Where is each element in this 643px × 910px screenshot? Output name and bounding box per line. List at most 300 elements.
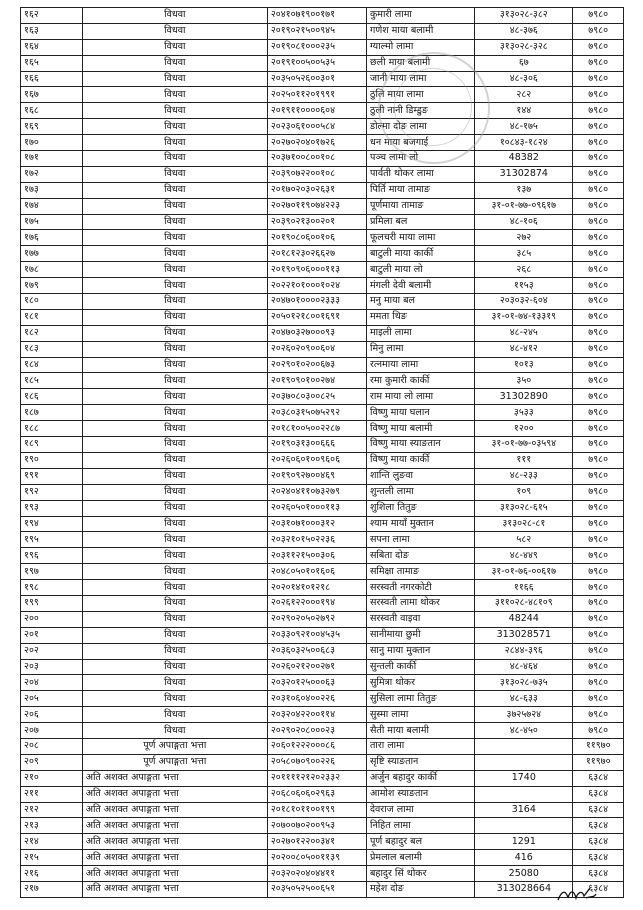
serial-number-cell: २०६ [21,707,83,723]
amount-cell: ६३८४ [573,850,624,866]
serial-number-cell: २११ [21,786,83,802]
beneficiary-name-cell: माइली लामा [366,325,474,341]
serial-number-cell: १८३ [21,341,83,357]
amount-cell: ७९८० [573,452,624,468]
beneficiary-name-cell: रत्नमाया लामा [366,357,474,373]
citizenship-number-cell: ५८२ [475,532,573,548]
serial-number-cell: २१३ [21,818,83,834]
serial-number-cell: १९७ [21,564,83,580]
amount-cell: ७९८० [573,357,624,373]
beneficiary-id-cell: २०३११२१५००३०६ [267,548,366,564]
amount-cell: ७९८० [573,214,624,230]
allowance-type-cell: विधवा [82,723,267,739]
citizenship-number-cell [475,818,573,834]
allowance-type-cell: विधवा [82,707,267,723]
table-row [21,452,624,468]
beneficiary-name-cell: डोल्मा दोङ लामा [366,119,474,135]
amount-cell: ७९८० [573,309,624,325]
beneficiary-id-cell: २०६०१२२२०००८६ [267,738,366,754]
citizenship-number-cell: ३५३३ [475,405,573,421]
allowance-type-cell: विधवा [82,325,267,341]
amount-cell: ७९८० [573,484,624,500]
table-row [21,786,624,802]
table-row [21,580,624,596]
beneficiary-id-cell: २०३७१००८००१०८ [267,151,366,167]
beneficiary-id-cell: २०२९०२०५०२७९२ [267,611,366,627]
allowance-type-cell: विधवा [82,246,267,262]
serial-number-cell: १६४ [21,39,83,55]
allowance-type-cell: विधवा [82,341,267,357]
allowance-type-cell: विधवा [82,71,267,87]
amount-cell: ७९८० [573,691,624,707]
beneficiary-id-cell: २०४७०३२७०००९३ [267,325,366,341]
beneficiary-id-cell: २०६८०६०६०२९६३ [267,786,366,802]
table-row [21,850,624,866]
beneficiary-id-cell: २०१९११००००६०४ [267,103,366,119]
serial-number-cell: १९९ [21,595,83,611]
beneficiary-name-cell: सुसिला लामा तितुङ [366,691,474,707]
beneficiary-name-cell: महेश दोङ [366,881,474,897]
allowance-type-cell: अति अशक्त अपाङ्गता भत्ता [82,818,267,834]
serial-number-cell: २०३ [21,659,83,675]
table-row [21,8,624,24]
signature-mark [556,884,598,906]
serial-number-cell: २१० [21,770,83,786]
allowance-type-cell: विधवा [82,627,267,643]
amount-cell: ७९८० [573,325,624,341]
beneficiary-name-cell: ममता थिङ [366,309,474,325]
table-row [21,278,624,294]
amount-cell: ६३८४ [573,834,624,850]
beneficiary-id-cell: २०१९०९०६०००११३ [267,262,366,278]
citizenship-number-cell: १०९ [475,484,573,500]
beneficiary-name-cell: सरस्वती लामा थोकर [366,595,474,611]
citizenship-number-cell: 416 [475,850,573,866]
beneficiary-id-cell: २०१९०९२७००४६९ [267,468,366,484]
citizenship-number-cell: २८४४-३९६ [475,643,573,659]
amount-cell: ७९८० [573,580,624,596]
citizenship-number-cell: ४८-४५० [475,723,573,739]
table-row [21,548,624,564]
citizenship-number-cell: ३१-०१-७७-०९६१७ [475,198,573,214]
citizenship-number-cell: ४८-४४९ [475,548,573,564]
beneficiary-id-cell: २०११११२१२०२३३२ [267,770,366,786]
beneficiary-name-cell: मंगली देवी बलामी [366,278,474,294]
allowance-type-cell: विधवा [82,405,267,421]
beneficiary-name-cell: समिक्षा तामाङ [366,564,474,580]
serial-number-cell: १८९ [21,437,83,453]
table-row [21,564,624,580]
beneficiary-table-body [21,8,624,898]
table-row [21,71,624,87]
beneficiary-name-cell: रमा कुमारी कार्की [366,373,474,389]
allowance-type-cell: विधवा [82,484,267,500]
table-row [21,532,624,548]
allowance-type-cell: विधवा [82,675,267,691]
amount-cell: ७९८० [573,468,624,484]
beneficiary-id-cell: २०२९०२०८०००२३ [267,723,366,739]
beneficiary-name-cell: छली माया बलामी [366,55,474,71]
amount-cell: ७९८० [573,532,624,548]
beneficiary-name-cell: पार्वती थोकर लामा [366,166,474,182]
beneficiary-name-cell: ठुलि माया लामा [366,87,474,103]
citizenship-number-cell: ४८-४६४ [475,659,573,675]
serial-number-cell: २०९ [21,754,83,770]
citizenship-number-cell: 1291 [475,834,573,850]
beneficiary-id-cell: २०१९०८०६००१०६ [267,230,366,246]
table-row [21,135,624,151]
allowance-type-cell: विधवा [82,500,267,516]
amount-cell: ६३८४ [573,786,624,802]
allowance-type-cell: विधवा [82,23,267,39]
citizenship-number-cell: ३१३०२८-८१ [475,516,573,532]
citizenship-number-cell: ४८-६३३ [475,691,573,707]
amount-cell: ७९८० [573,103,624,119]
citizenship-number-cell: 25080 [475,866,573,882]
amount-cell: ७९८० [573,548,624,564]
citizenship-number-cell [475,786,573,802]
beneficiary-id-cell: २०३५०५२६००३०१ [267,71,366,87]
beneficiary-name-cell: पिर्ति माया तामाङ [366,182,474,198]
citizenship-number-cell: २०३०३२-६०४ [475,294,573,310]
beneficiary-name-cell: श्याम मायाँ मुक्तान [366,516,474,532]
beneficiary-name-cell: विष्णु माया कार्की [366,452,474,468]
table-row [21,87,624,103]
table-row [21,595,624,611]
table-row [21,738,624,754]
allowance-type-cell: अति अशक्त अपाङ्गता भत्ता [82,802,267,818]
allowance-type-cell: विधवा [82,135,267,151]
beneficiary-id-cell: २०३३०९२१००४५३५ [267,627,366,643]
serial-number-cell: १६५ [21,55,83,71]
citizenship-number-cell: ३१३०२८-३२८ [475,39,573,55]
beneficiary-id-cell: २०२४०४११०७३२७९ [267,484,366,500]
amount-cell: ७९८० [573,389,624,405]
table-row [21,627,624,643]
serial-number-cell: १९२ [21,484,83,500]
serial-number-cell: १६२ [21,8,83,24]
beneficiary-table-container [20,7,624,898]
table-row [21,357,624,373]
amount-cell: ७९८० [573,87,624,103]
allowance-type-cell: विधवा [82,643,267,659]
amount-cell: ७९८० [573,71,624,87]
allowance-type-cell: विधवा [82,230,267,246]
serial-number-cell: २०४ [21,675,83,691]
allowance-type-cell: विधवा [82,532,267,548]
serial-number-cell: १९३ [21,500,83,516]
table-row [21,166,624,182]
table-row [21,866,624,882]
allowance-type-cell: विधवा [82,119,267,135]
beneficiary-name-cell: गणेश माया बलामी [366,23,474,39]
serial-number-cell: १७१ [21,151,83,167]
amount-cell: ७९८० [573,119,624,135]
citizenship-number-cell: 48244 [475,611,573,627]
table-row [21,325,624,341]
beneficiary-name-cell: शुन्तली लामा [366,484,474,500]
beneficiary-id-cell: २०१९०३१३००६६६ [267,437,366,453]
serial-number-cell: १९० [21,452,83,468]
beneficiary-id-cell: २०३९०७२२००१०८ [267,166,366,182]
allowance-type-cell: विधवा [82,611,267,627]
table-row [21,230,624,246]
serial-number-cell: १८१ [21,309,83,325]
allowance-type-cell: विधवा [82,452,267,468]
serial-number-cell: १८२ [21,325,83,341]
beneficiary-name-cell: विष्णु माया स्याङतान [366,437,474,453]
table-row [21,421,624,437]
citizenship-number-cell [475,754,573,770]
allowance-type-cell: विधवा [82,691,267,707]
amount-cell: ६३८४ [573,802,624,818]
serial-number-cell: २०५ [21,691,83,707]
citizenship-number-cell: 3164 [475,802,573,818]
table-row [21,103,624,119]
beneficiary-id-cell: २०१७०२०३०२६३१ [267,182,366,198]
serial-number-cell: १९१ [21,468,83,484]
citizenship-number-cell: ३८५ [475,246,573,262]
serial-number-cell: २१७ [21,881,83,897]
allowance-type-cell: विधवा [82,564,267,580]
beneficiary-id-cell: २०२७०२०४०१७२६ [267,135,366,151]
table-row [21,262,624,278]
table-row [21,643,624,659]
citizenship-number-cell: 313028664 [475,881,573,897]
citizenship-number-cell: ११६६ [475,580,573,596]
allowance-type-cell: पूर्ण अपाङ्गता भत्ता [82,754,267,770]
amount-cell: ७९८० [573,516,624,532]
serial-number-cell: १६६ [21,71,83,87]
beneficiary-name-cell: सपना लामा [366,532,474,548]
serial-number-cell: १६९ [21,119,83,135]
allowance-type-cell: विधवा [82,516,267,532]
table-row [21,405,624,421]
citizenship-number-cell: ४८-१०६ [475,214,573,230]
beneficiary-id-cell: २०३९०२१३००२०१ [267,214,366,230]
serial-number-cell: १७४ [21,198,83,214]
serial-number-cell: २०१ [21,627,83,643]
beneficiary-name-cell: सानीमाया छुमी [366,627,474,643]
beneficiary-id-cell: २०३२०४२२००११४ [267,707,366,723]
citizenship-number-cell: १२०० [475,421,573,437]
beneficiary-name-cell: आमोश स्याङतान [366,786,474,802]
amount-cell: ६३८४ [573,818,624,834]
table-row [21,754,624,770]
table-row [21,834,624,850]
allowance-type-cell: विधवा [82,548,267,564]
allowance-type-cell: अति अशक्त अपाङ्गता भत्ता [82,834,267,850]
allowance-type-cell: विधवा [82,262,267,278]
beneficiary-id-cell: २०४८०५०१०१६०६ [267,564,366,580]
allowance-type-cell: विधवा [82,468,267,484]
beneficiary-name-cell: बाटुली माया लो [366,262,474,278]
table-row [21,770,624,786]
serial-number-cell: २१६ [21,866,83,882]
citizenship-number-cell: ३१-०१-७६-००६१७ [475,564,573,580]
citizenship-number-cell: १३७ [475,182,573,198]
beneficiary-id-cell: २०४७०१००००२३३३ [267,294,366,310]
beneficiary-name-cell: पूर्णमाया तामाङ [366,198,474,214]
allowance-type-cell: विधवा [82,198,267,214]
beneficiary-name-cell: प्रमिला बल [366,214,474,230]
allowance-type-cell: विधवा [82,659,267,675]
serial-number-cell: २१५ [21,850,83,866]
citizenship-number-cell: ४८-२४५ [475,325,573,341]
allowance-type-cell: विधवा [82,55,267,71]
amount-cell: ७९८० [573,246,624,262]
beneficiary-name-cell: बाटुली माया कार्की [366,246,474,262]
beneficiary-id-cell: २०१९०२१५००९४५ [267,23,366,39]
beneficiary-id-cell: २०७००७०२००९५३ [267,818,366,834]
beneficiary-id-cell: २०१९०९०१००२७४ [267,373,366,389]
beneficiary-id-cell: २०३१०७१०००३१२ [267,516,366,532]
serial-number-cell: १८७ [21,405,83,421]
citizenship-number-cell: 313028571 [475,627,573,643]
table-row [21,389,624,405]
serial-number-cell: १९४ [21,516,83,532]
amount-cell: ७९८० [573,23,624,39]
beneficiary-name-cell: विष्णु माया बलामी [366,421,474,437]
amount-cell: ७९८० [573,675,624,691]
beneficiary-id-cell: २०३७०८०३००८२५ [267,389,366,405]
beneficiary-name-cell: सरस्वती नगरकोटी [366,580,474,596]
allowance-type-cell: विधवा [82,294,267,310]
allowance-type-cell: अति अशक्त अपाङ्गता भत्ता [82,850,267,866]
amount-cell: ७९८० [573,564,624,580]
beneficiary-id-cell: २०२६०६०१००९६०६ [267,452,366,468]
beneficiary-name-cell: सृष्टि स्याङतान [366,754,474,770]
beneficiary-id-cell: २०३२०१२५०००६३ [267,675,366,691]
serial-number-cell: १८० [21,294,83,310]
citizenship-number-cell: १०१३ [475,357,573,373]
citizenship-number-cell: २८२ [475,87,573,103]
citizenship-number-cell: ३५० [475,373,573,389]
table-row [21,516,624,532]
amount-cell: ६३८४ [573,770,624,786]
amount-cell: ७९८० [573,707,624,723]
allowance-type-cell: विधवा [82,278,267,294]
table-row [21,611,624,627]
beneficiary-id-cell: २०१८१२३०२६६२७ [267,246,366,262]
table-row [21,484,624,500]
beneficiary-name-cell: कुमारी लामा [366,8,474,24]
beneficiary-id-cell: २०२९०१०२००६७३ [267,357,366,373]
beneficiary-name-cell: विष्णु माया घलान [366,405,474,421]
beneficiary-id-cell: २०३८०३१५०७५२९२ [267,405,366,421]
citizenship-number-cell: 31302874 [475,166,573,182]
beneficiary-table [20,7,624,898]
citizenship-number-cell: ३१-०१-७७-०३५९४ [475,437,573,453]
citizenship-number-cell: ३७२५७२४ [475,707,573,723]
table-row [21,468,624,484]
table-row [21,119,624,135]
citizenship-number-cell: ३१३०२८-६१५ [475,500,573,516]
table-row [21,500,624,516]
beneficiary-name-cell: देवराज लामा [366,802,474,818]
beneficiary-name-cell: राम माया लो लामा [366,389,474,405]
allowance-type-cell: विधवा [82,389,267,405]
allowance-type-cell: विधवा [82,421,267,437]
allowance-type-cell: विधवा [82,151,267,167]
amount-cell: ७९८० [573,39,624,55]
citizenship-number-cell: 1740 [475,770,573,786]
citizenship-number-cell: ४८-३७६ [475,23,573,39]
citizenship-number-cell: 48382 [475,151,573,167]
table-row [21,691,624,707]
beneficiary-id-cell: २०२००८०५००११३९ [267,850,366,866]
table-row [21,341,624,357]
beneficiary-id-cell: २०२६१२२०००१९४ [267,595,366,611]
citizenship-number-cell: ३१-०१-७४-१३३१९ [475,309,573,325]
table-row [21,151,624,167]
serial-number-cell: १७३ [21,182,83,198]
beneficiary-id-cell: २०२३०६१०००५८४ [267,119,366,135]
citizenship-number-cell: २७२ [475,230,573,246]
beneficiary-name-cell: प्रेमलाल बलामी [366,850,474,866]
beneficiary-id-cell: २०२७०११९०७४२२३ [267,198,366,214]
serial-number-cell: १६७ [21,87,83,103]
serial-number-cell: १७० [21,135,83,151]
serial-number-cell: १७५ [21,214,83,230]
amount-cell: ६३८४ [573,881,624,897]
amount-cell: ६३८४ [573,866,624,882]
serial-number-cell: २०७ [21,723,83,739]
allowance-type-cell: विधवा [82,595,267,611]
citizenship-number-cell: ४८-१७५ [475,119,573,135]
allowance-type-cell: अति अशक्त अपाङ्गता भत्ता [82,770,267,786]
serial-number-cell: २१२ [21,802,83,818]
beneficiary-id-cell: २०२६०२०९००६०४ [267,341,366,357]
allowance-type-cell: विधवा [82,8,267,24]
citizenship-number-cell: ४८-२३३ [475,468,573,484]
beneficiary-name-cell: मिनु लामा [366,341,474,357]
citizenship-number-cell: ४८-३०६ [475,71,573,87]
citizenship-number-cell: ४८-४१२ [475,341,573,357]
beneficiary-name-cell: मनु माया बल [366,294,474,310]
table-row [21,723,624,739]
table-row [21,182,624,198]
beneficiary-name-cell: फूलचरी माया लामा [366,230,474,246]
amount-cell: ७९८० [573,405,624,421]
beneficiary-id-cell: २०१८१००५००२२८७ [267,421,366,437]
beneficiary-name-cell: सानु माया मुक्तान [366,643,474,659]
beneficiary-name-cell: बहादुर सिं थोकर [366,866,474,882]
table-row [21,55,624,71]
amount-cell: ७९८० [573,723,624,739]
amount-cell: ११९७० [573,738,624,754]
serial-number-cell: १७२ [21,166,83,182]
beneficiary-name-cell: तारा लामा [366,738,474,754]
allowance-type-cell: विधवा [82,39,267,55]
serial-number-cell: १८८ [21,421,83,437]
beneficiary-id-cell: २०४१०७१९००१७१ [267,8,366,24]
allowance-type-cell: विधवा [82,373,267,389]
citizenship-number-cell: ६७ [475,55,573,71]
allowance-type-cell: पूर्ण अपाङ्गता भत्ता [82,738,267,754]
table-row [21,214,624,230]
beneficiary-name-cell: सुमित्रा थोकर [366,675,474,691]
amount-cell: ७९८० [573,627,624,643]
beneficiary-id-cell: २०२६०२१२००२७१ [267,659,366,675]
table-row [21,659,624,675]
beneficiary-id-cell: २०१९०८१०००२३५ [267,39,366,55]
allowance-type-cell: विधवा [82,166,267,182]
amount-cell: ७९८० [573,421,624,437]
amount-cell: ७९८० [573,437,624,453]
beneficiary-name-cell: जानी माया लामा [366,71,474,87]
beneficiary-id-cell: २०३१०६०४००२२६ [267,691,366,707]
